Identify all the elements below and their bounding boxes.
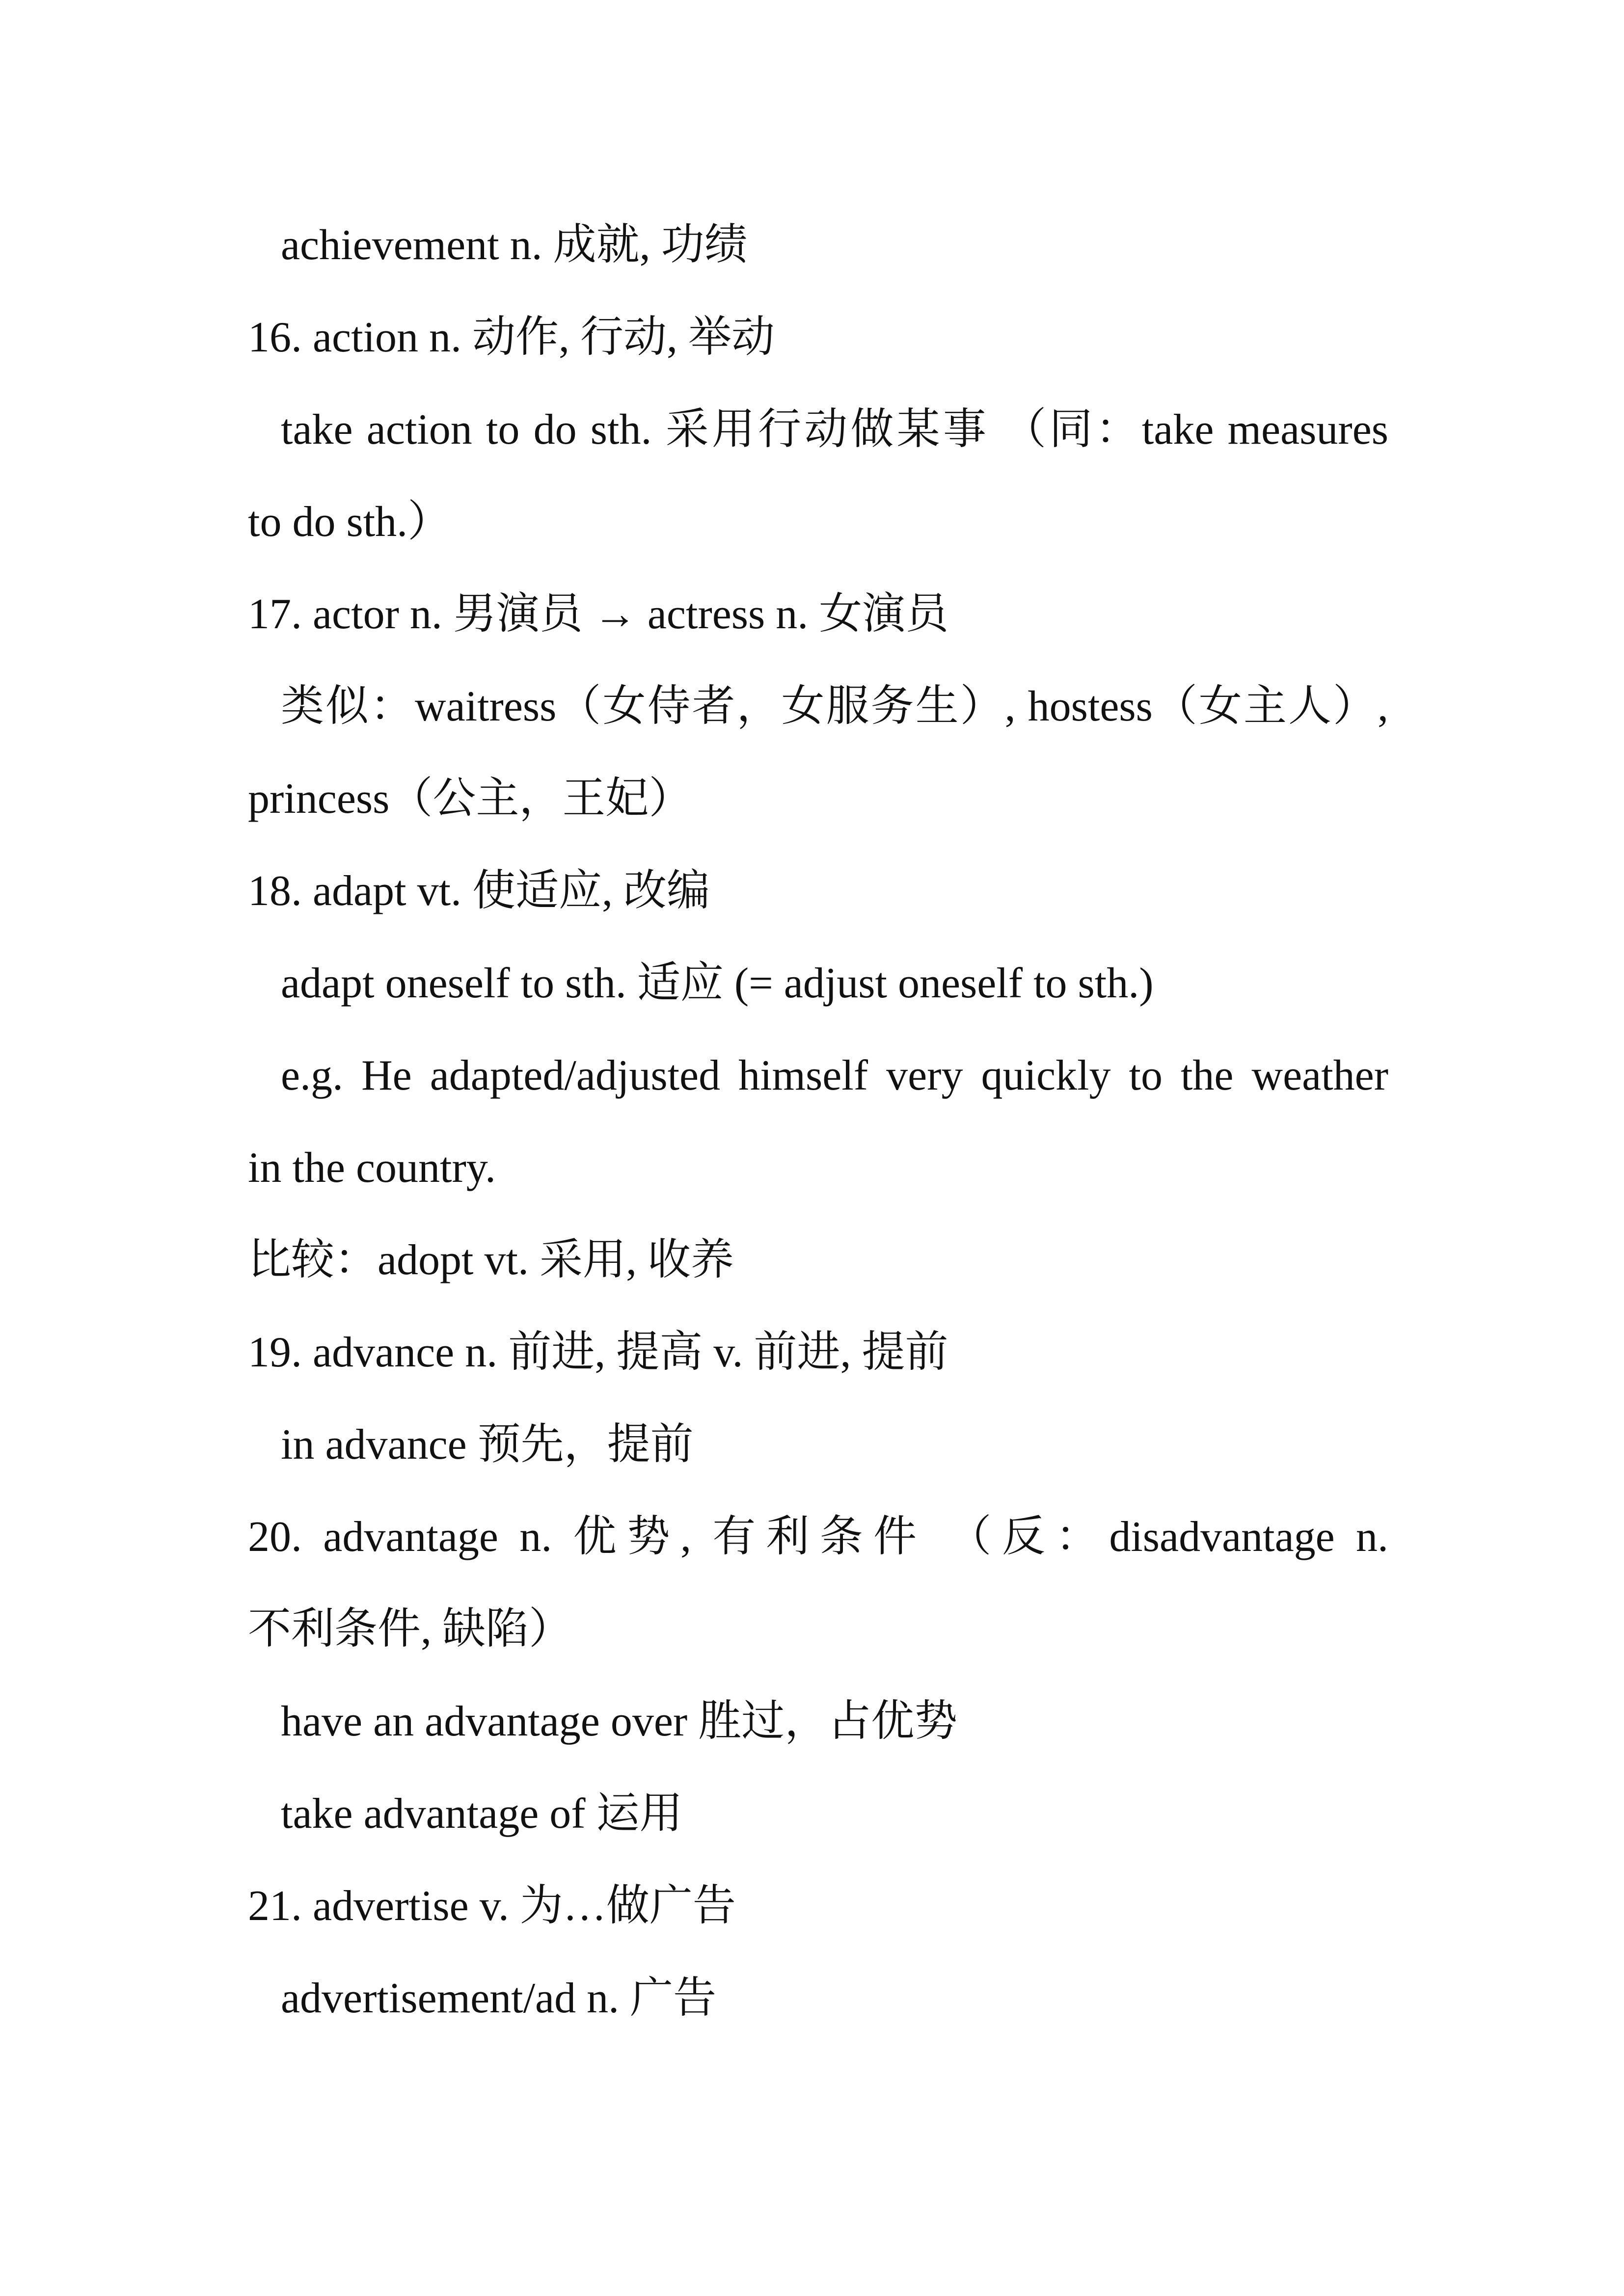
text-line-example-cont: in the country. (248, 1144, 496, 1192)
entry-19-advance: 19. advance n. 前进, 提高 v. 前进, 提前 (248, 1329, 948, 1376)
entry-17-actor: 17. actor n. 男演员 → actress n. 女演员 (248, 590, 949, 638)
text-line-take-action-cont: to do sth.） (248, 498, 451, 546)
entry-16-action: 16. action n. 动作, 行动, 举动 (248, 314, 775, 361)
entry-21-advertise: 21. advertise v. 为…做广告 (248, 1882, 736, 1930)
entry-18-adapt: 18. adapt vt. 使适应, 改编 (248, 867, 710, 915)
text-line-achievement: achievement n. 成就, 功绩 (281, 221, 748, 269)
text-line-in-advance: in advance 预先，提前 (281, 1421, 694, 1468)
text-line-similar: 类似：waitress（女侍者，女服务生）, hostess（女主人）, (281, 683, 1388, 730)
entry-20-advantage: 20. advantage n. 优势, 有利条件 （反：disadvantage n. (248, 1513, 1388, 1561)
text-line-compare-adopt: 比较：adopt vt. 采用, 收养 (248, 1236, 734, 1284)
text-line-take-advantage: take advantage of 运用 (281, 1790, 683, 1838)
text-line-have-advantage: have an advantage over 胜过，占优势 (281, 1698, 958, 1745)
text-line-example: e.g. He adapted/adjusted himself very quickly to the weather (281, 1052, 1388, 1099)
text-line-princess: princess（公主，王妃） (248, 775, 692, 823)
text-line-adapt-oneself: adapt oneself to sth. 适应 (= adjust oneself to sth.) (281, 960, 1154, 1007)
text-line-take-action: take action to do sth. 采用行动做某事 （同：take measures (281, 406, 1388, 454)
text-line-disadvantage-cont: 不利条件, 缺陷） (248, 1605, 572, 1653)
text-line-advertisement: advertisement/ad n. 广告 (281, 1975, 717, 2022)
